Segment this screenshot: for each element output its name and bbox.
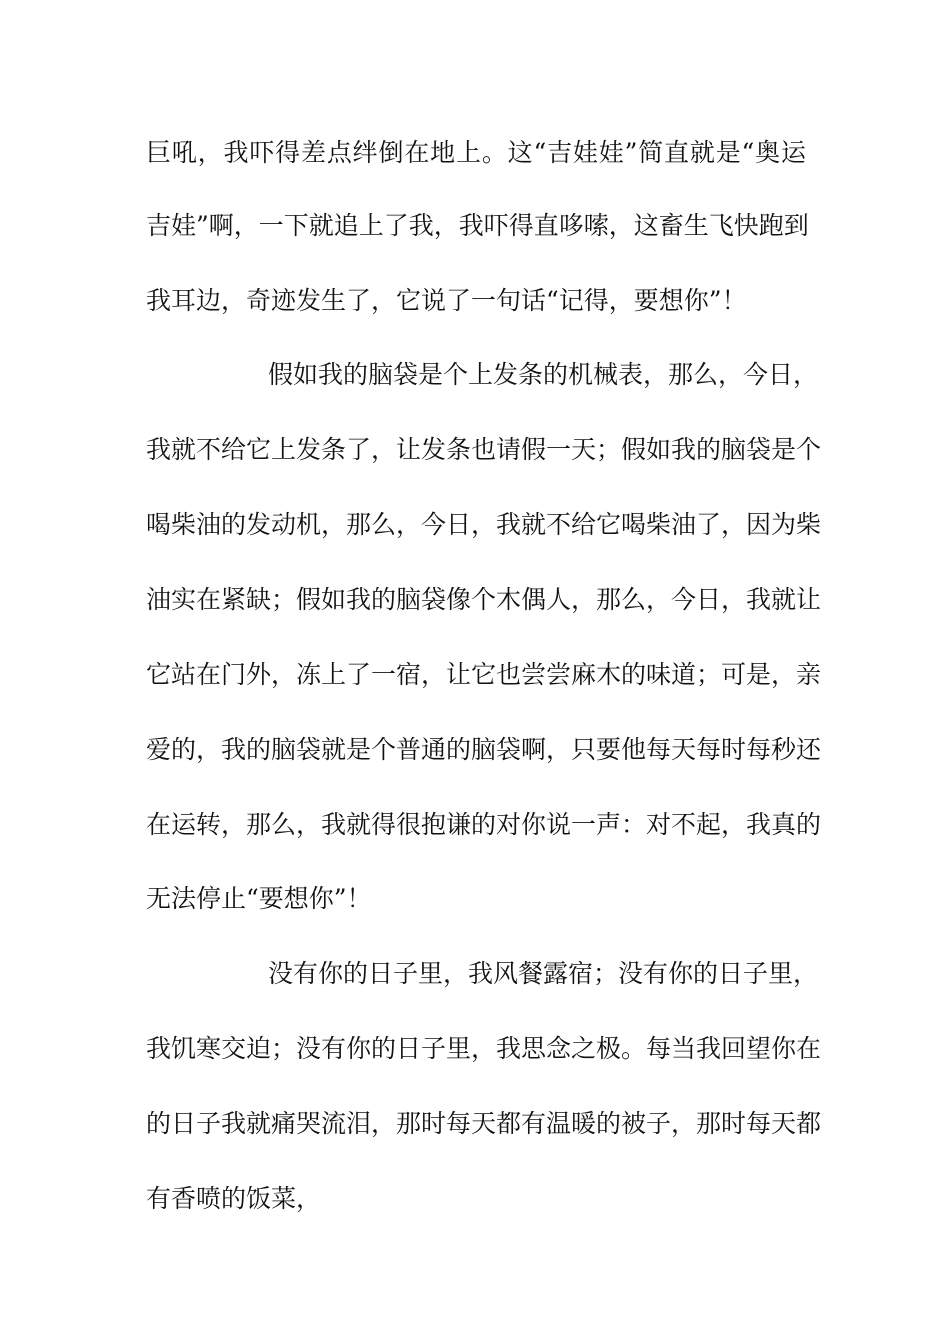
text-line: 爱的，我的脑袋就是个普通的脑袋啊，只要他每天每时每秒还 <box>146 735 822 764</box>
text-line: 在运转，那么，我就得很抱谦的对你说一声：对不起，我真的 <box>146 810 822 839</box>
text-line: 它站在门外，冻上了一宿，让它也尝尝麻木的味道；可是，亲 <box>146 660 822 689</box>
text-line: 喝柴油的发动机，那么，今日，我就不给它喝柴油了，因为柴 <box>146 510 822 539</box>
text-line: 我耳边，奇迹发生了，它说了一句话“记得，要想你”！ <box>146 286 747 315</box>
text-line: 我饥寒交迫；没有你的日子里，我思念之极。每当我回望你在 <box>146 1034 822 1063</box>
text-line: 的日子我就痛哭流泪，那时每天都有温暖的被子，那时每天都 <box>146 1109 822 1138</box>
text-line: 油实在紧缺；假如我的脑袋像个木偶人，那么，今日，我就让 <box>146 585 822 614</box>
paragraph-first-line: 假如我的脑袋是个上发条的机械表，那么，今日， <box>268 360 819 389</box>
text-line: 无法停止“要想你”！ <box>146 884 372 913</box>
text-line: 巨吼，我吓得差点绊倒在地上。这“吉娃娃”简直就是“奥运 <box>146 138 806 167</box>
text-line: 吉娃”啊，一下就追上了我，我吓得直哆嗦，这畜生飞快跑到 <box>146 211 809 240</box>
paragraph-first-line: 没有你的日子里，我风餐露宿；没有你的日子里， <box>268 959 819 988</box>
text-line: 我就不给它上发条了，让发条也请假一天；假如我的脑袋是个 <box>146 435 822 464</box>
text-line: 有香喷的饭菜， <box>146 1184 322 1213</box>
